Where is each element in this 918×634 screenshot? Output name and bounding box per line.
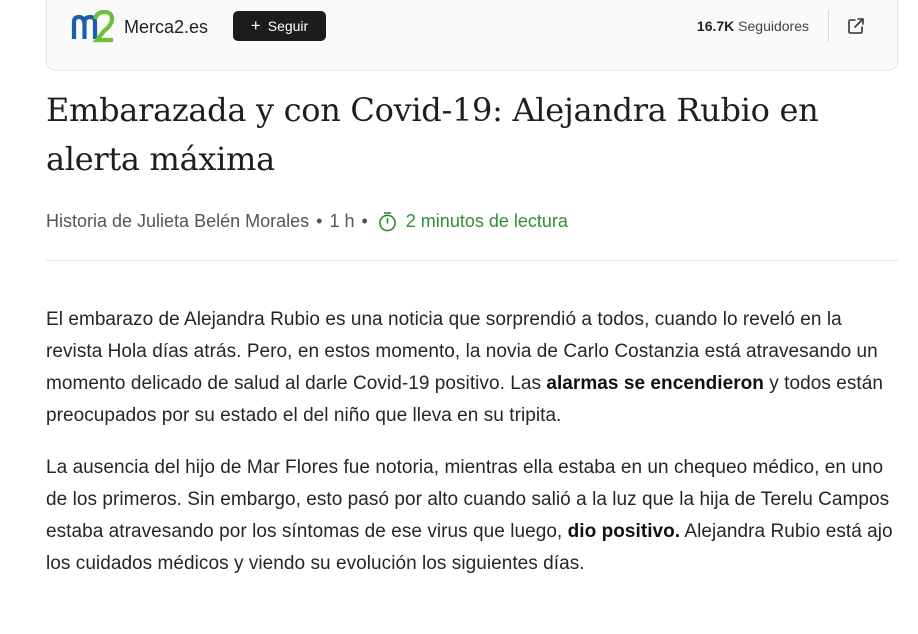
divider (828, 10, 829, 42)
publisher-name[interactable]: Merca2.es (124, 17, 209, 37)
article-meta (46, 211, 568, 232)
timer-icon (377, 211, 398, 232)
publisher-header (46, 0, 898, 71)
paragraph-text: La ausencia del hijo de Mar Flores fue notoria, mientras ella estaba en un chequeo médico, en uno de los primeros. Sin embargo, esto pasó por alto cuando salió a la luz que la hija de Terelu Campos estaba atravesando por los síntomas de ese virus que luego, (46, 457, 890, 542)
article-title: Embarazada y con Covid-19: Alejandra Rubio en alerta máxima (46, 91, 819, 178)
follow-label: Seguir (267, 18, 309, 34)
time-ago: 1 h (329, 211, 355, 231)
article-paragraph (46, 304, 898, 432)
external-link-icon[interactable] (847, 17, 865, 35)
bold-text: dio positivo. (567, 521, 681, 542)
paragraph-text: Alejandra Rubio está ajo los cuidados médicos y viendo su evolución los siguientes días. (46, 521, 893, 574)
article-paragraph (46, 452, 898, 580)
paragraph-text: y todos están preocupados por su estado el del niño que lleva en su tripita. (46, 373, 883, 426)
follow-button[interactable] (233, 11, 326, 41)
meta-separator: • (361, 211, 368, 231)
meta-separator: • (316, 211, 323, 231)
followers-number: 16.7K (696, 18, 735, 34)
plus-icon: + (250, 15, 261, 35)
paragraph-text: El embarazo de Alejandra Rubio es una noticia que sorprendió a todos, cuando lo reveló en la revista Hola días atrás. Pero, en estos momento, la novia de Carlo Costanzia está atravesando un momento delicado de salud al darle Covid-19 positivo. Las (46, 309, 878, 394)
merca2-logo[interactable] (71, 10, 115, 44)
followers-label: Seguidores (738, 18, 809, 34)
read-time: 2 minutos de lectura (405, 211, 568, 231)
bold-text: alarmas se encendieron (546, 373, 764, 394)
followers-count (697, 18, 809, 34)
byline[interactable]: Historia de Julieta Belén Morales (46, 211, 310, 231)
divider (46, 260, 898, 261)
